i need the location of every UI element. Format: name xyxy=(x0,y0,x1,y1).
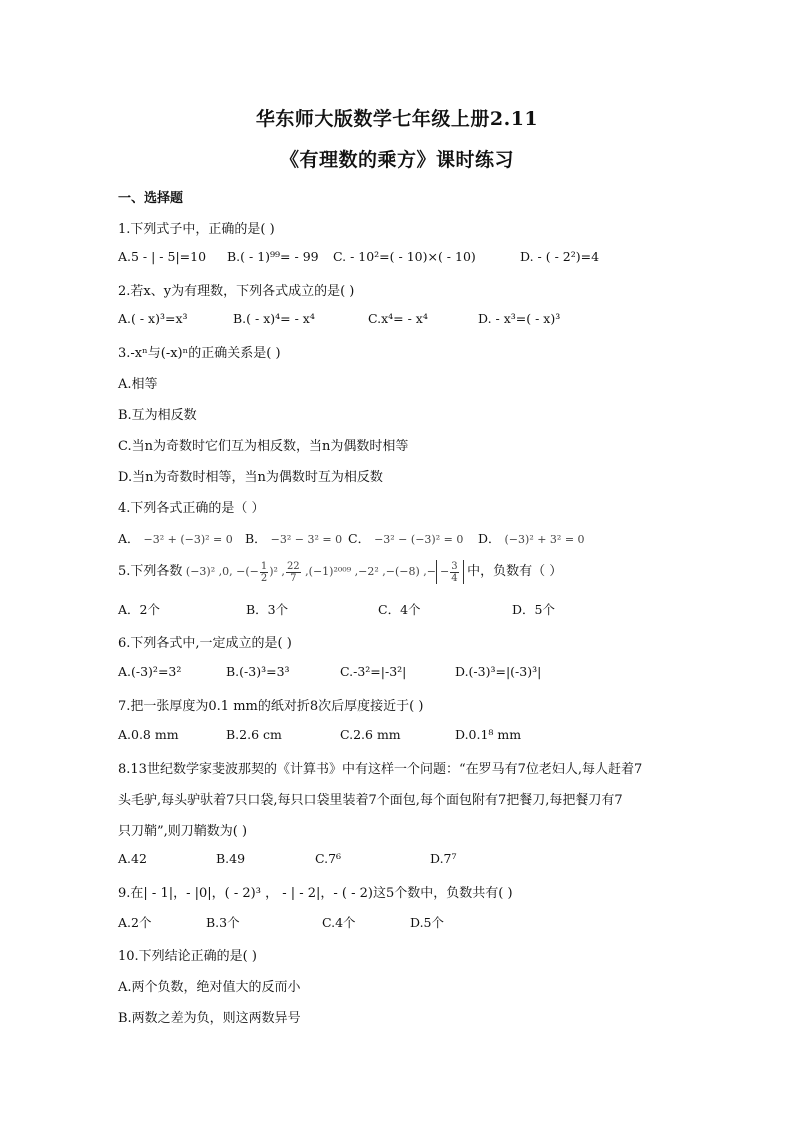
q1-option-c: C. - 10²=( - 10)×( - 10) xyxy=(333,249,476,264)
question-7-stem: 7.把一张厚度为0.1 mm的纸对折8次后厚度接近于( ) xyxy=(118,699,424,714)
q2-option-b: B.( - x)⁴= - x⁴ xyxy=(233,311,315,326)
q6-option-d: D.(-3)³=|(-3)³| xyxy=(455,664,542,679)
q8-option-c: C.7⁶ xyxy=(315,851,342,866)
q9-option-d: D.5个 xyxy=(410,915,445,930)
q3-option-d: D.当n为奇数时相等，当n为偶数时互为相反数 xyxy=(118,470,383,485)
q5-num-8-sign: − xyxy=(426,565,436,578)
q4-option-d-expr: (−3)² + 3² = 0 xyxy=(504,533,585,546)
question-5-stem: 5.下列各数 (−3)² ,0, −(− $\frac{1}{2}$ )² , $\frac{22}{7}$ ,(−1)²⁰⁰⁹ ,−2² ,−(−8) ,− − $\frac{3}{4}$ 中，负数有（ ） xyxy=(118,560,563,584)
q5-option-c: C．4个 xyxy=(378,602,421,617)
q4-option-a-expr: −3² + (−3)² = 0 xyxy=(143,533,233,546)
q2-option-c: C.x⁴= - x⁴ xyxy=(368,311,428,326)
q3-option-b: B.互为相反数 xyxy=(118,408,197,423)
q10-option-a: A.两个负数，绝对值大的反而小 xyxy=(118,980,301,995)
doc-subtitle: 《有理数的乘方》课时练习 xyxy=(279,149,514,171)
q3-option-c: C.当n为奇数时它们互为相反数，当n为偶数时相等 xyxy=(118,439,409,454)
question-8-line-3: 只刀鞘”,则刀鞘数为( ) xyxy=(118,824,248,839)
q5-num-3-open: −(− xyxy=(236,565,259,578)
q4-option-c-expr: −3² − (−3)² = 0 xyxy=(374,533,464,546)
section-heading: 一、选择题 xyxy=(118,191,184,206)
q9-option-b: B.3个 xyxy=(206,915,240,930)
question-3-stem: 3.-xⁿ与(-x)ⁿ的正确关系是( ) xyxy=(118,346,281,361)
question-1-stem: 1.下列式子中，正确的是( ) xyxy=(118,222,275,237)
question-6-stem: 6.下列各式中,一定成立的是( ) xyxy=(118,636,292,651)
q5-frac-22-7: $\frac{22}{7}$ xyxy=(286,560,300,584)
q4-option-b-label: B． xyxy=(245,531,267,546)
question-9-stem: 9.在| - 1|，- |0|，( - 2)³ ， - | - 2|，- ( - 2)这5个数中，负数共有( ) xyxy=(118,886,513,901)
q7-option-b: B.2.6 cm xyxy=(226,727,282,742)
q10-option-b: B.两数之差为负，则这两数异号 xyxy=(118,1011,301,1026)
q4-option-c-label: C． xyxy=(348,531,371,546)
q2-option-d: D. - x³=( - x)³ xyxy=(478,311,561,326)
q5-prefix: 5.下列各数 xyxy=(118,564,183,579)
q9-option-a: A.2个 xyxy=(118,915,152,930)
q4-option-d xyxy=(478,529,585,547)
q5-suffix: 中，负数有（ ） xyxy=(467,564,563,579)
q5-abs-value: − $\frac{3}{4}$ xyxy=(436,560,464,584)
q4-option-d-label: D． xyxy=(478,531,501,546)
q4-option-a xyxy=(118,529,233,547)
q5-frac-half: $\frac{1}{2}$ xyxy=(260,560,268,584)
q4-option-c xyxy=(348,529,463,547)
q9-option-c: C.4个 xyxy=(322,915,356,930)
q5-num-1: (−3)² xyxy=(185,565,216,578)
question-8-line-1: 8.13世纪数学家斐波那契的《计算书》中有这样一个问题：“在罗马有7位老妇人,每人赶着7 xyxy=(118,762,643,777)
q5-option-b: B．3个 xyxy=(246,602,289,617)
q5-num-2: 0 xyxy=(222,565,230,578)
question-2-stem: 2.若x、y为有理数，下列各式成立的是( ) xyxy=(118,284,355,299)
q8-option-a: A.42 xyxy=(118,851,147,866)
q6-option-b: B.(-3)³=3³ xyxy=(226,664,290,679)
q8-option-d: D.7⁷ xyxy=(430,851,457,866)
q2-option-a: A.( - x)³=x³ xyxy=(118,311,188,326)
q5-option-a: A．2个 xyxy=(118,602,160,617)
q3-option-a: A.相等 xyxy=(118,377,158,392)
q5-option-d: D．5个 xyxy=(512,602,555,617)
q6-option-c: C.-3²=|-3²| xyxy=(340,664,407,679)
q1-option-d: D. - ( - 2²)=4 xyxy=(520,249,600,264)
q5-num-7: −(−8) xyxy=(385,565,420,578)
question-8-line-2: 头毛驴,每头驴驮着7只口袋,每只口袋里装着7个面包,每个面包附有7把餐刀,每把餐刀有7 xyxy=(118,793,623,808)
q5-num-5: (−1)²⁰⁰⁹ xyxy=(308,565,352,578)
q4-option-b-expr: −3² − 3² = 0 xyxy=(270,533,343,546)
question-4-stem: 4.下列各式正确的是（ ） xyxy=(118,501,265,516)
q7-option-c: C.2.6 mm xyxy=(340,727,401,742)
q6-option-a: A.(-3)²=3² xyxy=(118,664,182,679)
q4-option-a-label: A． xyxy=(118,531,140,546)
q5-frac-3-4: $\frac{3}{4}$ xyxy=(451,560,458,584)
q5-num-3-close: )² xyxy=(269,565,278,578)
q1-option-a: A.5 - | - 5|=10 xyxy=(118,249,207,264)
q7-option-a: A.0.8 mm xyxy=(118,727,179,742)
q1-option-b: B.( - 1)⁹⁹= - 99 xyxy=(227,249,319,264)
doc-title: 华东师大版数学七年级上册2.11 xyxy=(255,108,539,130)
q5-num-6: −2² xyxy=(358,565,379,578)
q4-option-b xyxy=(245,529,342,547)
q7-option-d: D.0.1⁸ mm xyxy=(455,727,522,742)
question-10-stem: 10.下列结论正确的是( ) xyxy=(118,949,257,964)
q8-option-b: B.49 xyxy=(216,851,246,866)
